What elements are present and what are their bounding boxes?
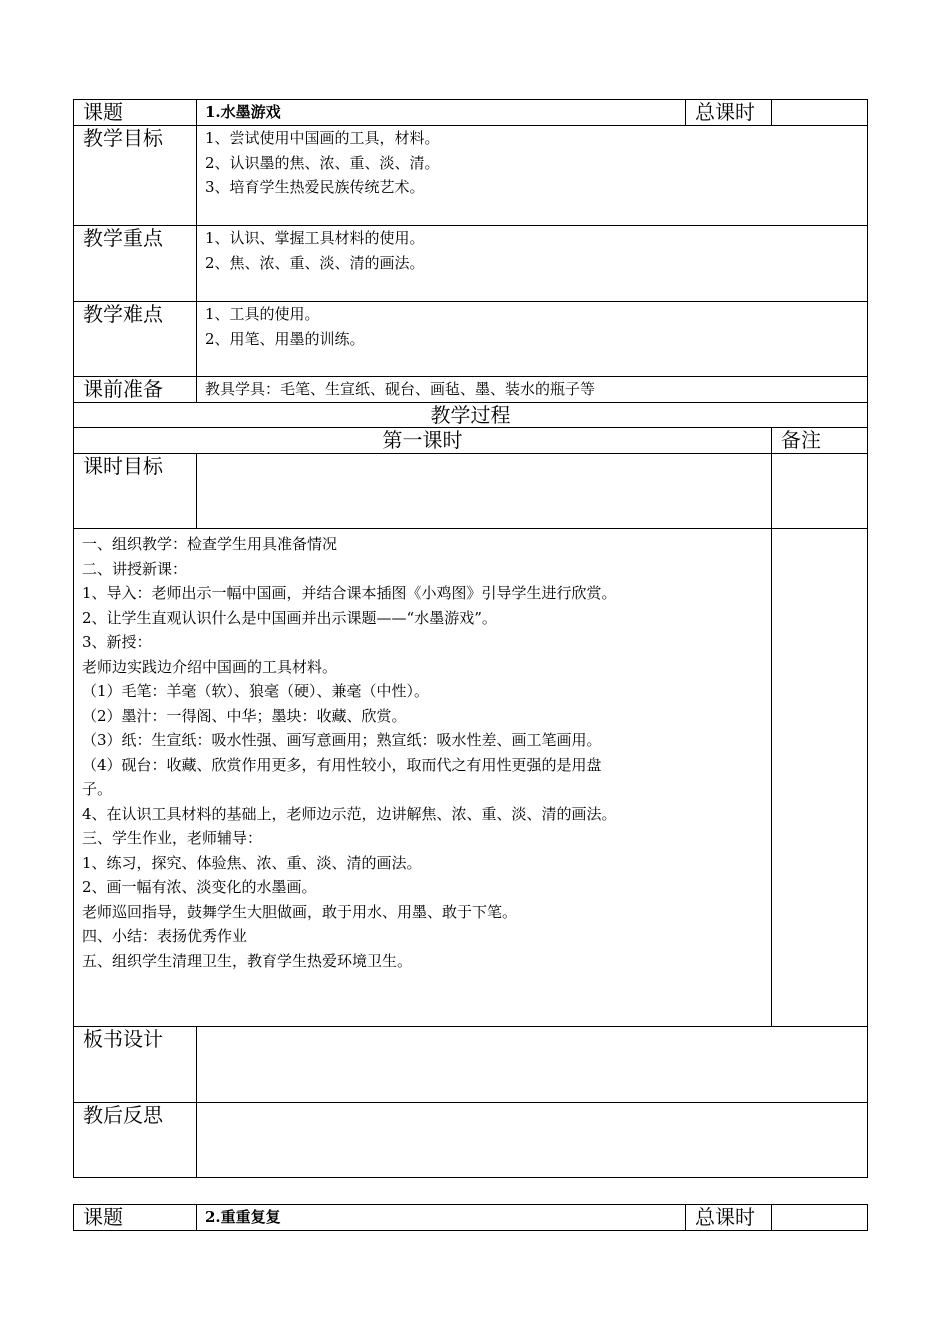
period-header: 第一课时 xyxy=(74,428,772,454)
process-header: 教学过程 xyxy=(74,403,868,428)
goals-list xyxy=(197,126,868,226)
key-points-label: 教学重点 xyxy=(74,226,197,302)
board-design-value[interactable] xyxy=(197,1027,868,1103)
title-label: 课题 xyxy=(74,1205,197,1231)
process-line: 1、导入：老师出示一幅中国画，并结合课本插图《小鸡图》引导学生进行欣赏。 xyxy=(82,584,617,602)
process-line: 4、在认识工具材料的基础上，老师边示范，边讲解焦、浓、重、淡、清的画法。 xyxy=(82,804,617,823)
process-line: 一、组织教学：检查学生用具准备情况 xyxy=(82,535,338,553)
total-hours-value[interactable] xyxy=(772,100,868,126)
lesson-title: 2.重重复复 xyxy=(197,1205,686,1231)
lesson-2-table xyxy=(73,1204,868,1231)
preparation-value: 教具学具：毛笔、生宣纸、砚台、画毡、墨、装水的瓶子等 xyxy=(197,377,868,403)
difficulty-item: 1、工具的使用。 xyxy=(205,305,320,323)
process-line: 二、讲授新课： xyxy=(82,559,188,578)
process-line: （1）毛笔：羊毫（软）、狼毫（硬）、兼毫（中性）。 xyxy=(82,682,430,700)
period-goal-label: 课时目标 xyxy=(74,454,197,529)
process-line: 2、画一幅有浓、淡变化的水墨画。 xyxy=(82,878,317,896)
process-line: 1、练习，探究、体验焦、浓、重、淡、清的画法。 xyxy=(82,853,422,872)
total-hours-label: 总课时 xyxy=(686,1205,772,1231)
goals-label: 教学目标 xyxy=(74,126,197,226)
reflection-label: 教后反思 xyxy=(74,1103,197,1178)
key-point-item: 1、认识、掌握工具材料的使用。 xyxy=(205,229,425,247)
total-hours-label: 总课时 xyxy=(686,100,772,126)
notes-header: 备注 xyxy=(772,428,868,454)
process-line: （2）墨汁：一得阁、中华；墨块：收藏、欣赏。 xyxy=(82,706,407,725)
process-line: （4）砚台：收藏、欣赏作用更多，有用性较小，取而代之有用性更强的是用盘 xyxy=(82,755,602,774)
reflection-value[interactable] xyxy=(197,1103,868,1178)
period-goal-value[interactable] xyxy=(197,454,772,529)
board-design-label: 板书设计 xyxy=(74,1027,197,1103)
process-line: （3）纸：生宣纸：吸水性强、画写意画用；熟宣纸：吸水性差、画工笔画用。 xyxy=(82,731,602,749)
difficulty-item: 2、用笔、用墨的训练。 xyxy=(205,329,365,348)
process-line: 老师巡回指导，鼓舞学生大胆做画，敢于用水、用墨、敢于下笔。 xyxy=(82,902,518,921)
lesson-1-table xyxy=(73,99,868,1178)
period-goal-notes[interactable] xyxy=(772,454,868,529)
process-notes[interactable] xyxy=(772,529,868,1027)
process-line: 3、新授： xyxy=(82,633,152,651)
process-line: 四、小结：表扬优秀作业 xyxy=(82,927,248,945)
process-line: 子。 xyxy=(82,780,113,798)
difficulties-label: 教学难点 xyxy=(74,302,197,377)
preparation-label: 课前准备 xyxy=(74,377,197,403)
title-label: 课题 xyxy=(74,100,197,126)
goal-item: 1、尝试使用中国画的工具，材料。 xyxy=(205,129,440,147)
difficulties-list xyxy=(197,302,868,377)
goal-item: 3、培育学生热爱民族传统艺术。 xyxy=(205,178,425,196)
key-points-list xyxy=(197,226,868,302)
process-content xyxy=(74,529,772,1027)
total-hours-value[interactable] xyxy=(772,1205,868,1231)
process-line: 三、学生作业，老师辅导： xyxy=(82,829,263,847)
lesson-title: 1.水墨游戏 xyxy=(197,100,686,126)
process-line: 五、组织学生清理卫生，教育学生热爱环境卫生。 xyxy=(82,951,413,970)
process-line: 2、让学生直观认识什么是中国画并出示课题——“水墨游戏”。 xyxy=(82,608,497,627)
goal-item: 2、认识墨的焦、浓、重、淡、清。 xyxy=(205,153,440,172)
key-point-item: 2、焦、浓、重、淡、清的画法。 xyxy=(205,253,425,272)
process-line: 老师边实践边介绍中国画的工具材料。 xyxy=(82,657,338,676)
